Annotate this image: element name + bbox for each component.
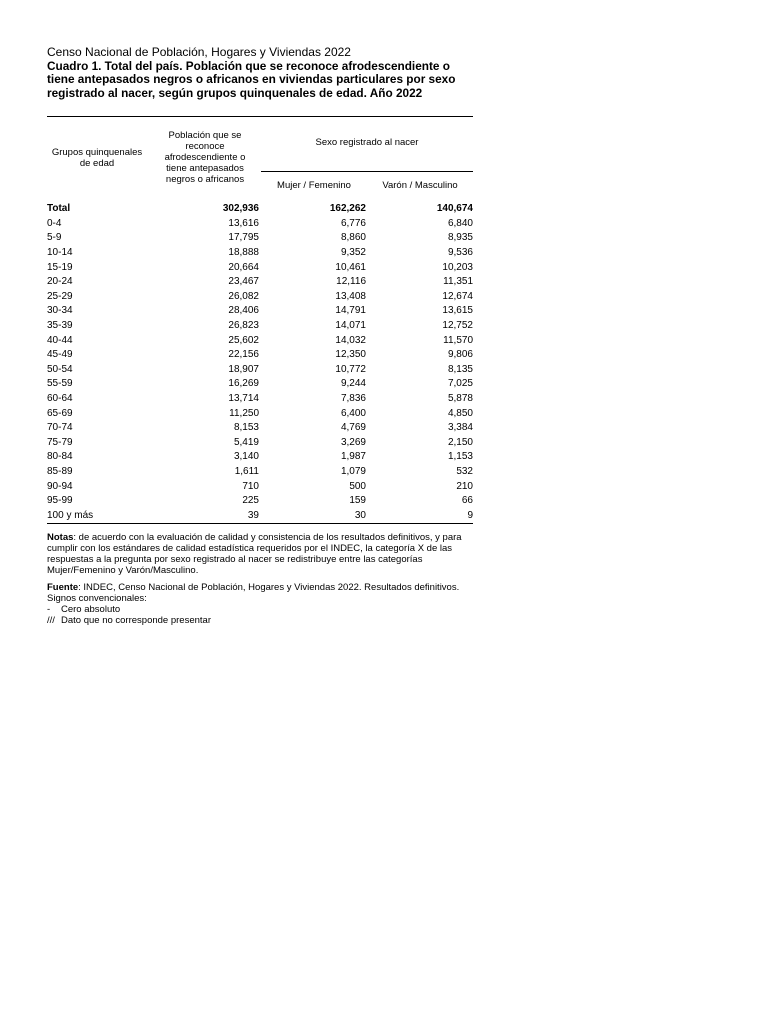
sign-symbol: /// <box>47 615 55 627</box>
total-cell: 28,406 <box>228 305 259 317</box>
source <box>47 582 473 593</box>
header-sub-rule <box>261 171 473 172</box>
column-header <box>47 117 473 199</box>
table-row <box>47 304 473 319</box>
table-row <box>47 494 473 509</box>
header-age-groups: Grupos quinquenales de edad <box>51 147 143 170</box>
table-row <box>47 421 473 436</box>
female-cell: 6,400 <box>340 407 366 419</box>
table-row <box>47 465 473 480</box>
table-row <box>47 392 473 407</box>
sign-row <box>47 604 473 615</box>
male-cell: 12,752 <box>442 319 473 331</box>
table-row <box>47 290 473 305</box>
table-row <box>47 261 473 276</box>
age-group-cell: 20-24 <box>47 276 73 288</box>
age-group-cell: 5-9 <box>47 232 62 244</box>
source-label: Fuente <box>47 582 79 594</box>
total-cell: 225 <box>242 495 259 507</box>
age-group-cell: 15-19 <box>47 261 73 273</box>
female-cell: 13,408 <box>335 290 366 302</box>
total-cell: 18,888 <box>228 247 259 258</box>
female-cell: 162,262 <box>329 203 366 215</box>
table-row <box>47 450 473 465</box>
female-cell: 159 <box>349 495 366 507</box>
female-cell: 9,352 <box>340 247 366 258</box>
male-cell: 12,674 <box>442 290 473 302</box>
age-group-cell: 100 y más <box>47 509 157 524</box>
total-cell: 16,269 <box>228 378 259 390</box>
table-row <box>47 231 473 246</box>
sign-symbol: - <box>47 604 51 616</box>
signs-title: Signos convencionales: <box>47 593 147 605</box>
total-cell: 25,602 <box>228 334 259 346</box>
female-cell: 500 <box>349 480 366 492</box>
total-cell: 11,250 <box>229 407 259 419</box>
male-cell: 532 <box>456 465 473 477</box>
age-group-cell: 85-89 <box>47 465 73 477</box>
total-cell: 18,907 <box>228 363 259 375</box>
header-sex-at-birth: Sexo registrado al nacer <box>315 137 419 149</box>
notes-text: : de acuerdo con la evaluación de calidad y consistencia de los resultados definitivos, y para cumplir con los estándares de calidad estadística requeridos por el INDEC, la categoría X de las respuestas a la pregunta por sexo registrado al nacer se redistribuye entre las categorías Mujer/Femenino y Varón/Masculino. <box>47 532 462 577</box>
male-cell: 11,570 <box>443 334 473 346</box>
male-cell: 140,674 <box>436 203 473 215</box>
female-cell: 14,791 <box>335 305 366 317</box>
total-cell: 26,082 <box>228 290 259 302</box>
table-row <box>47 275 473 290</box>
table-row <box>47 246 473 261</box>
sign-row <box>47 615 473 626</box>
male-cell: 13,615 <box>442 305 473 317</box>
age-group-cell: 35-39 <box>47 319 73 331</box>
total-cell: 8,153 <box>233 422 259 434</box>
age-group-cell: Total <box>47 203 71 215</box>
female-cell: 1,987 <box>340 451 366 463</box>
total-cell: 3,140 <box>233 451 259 463</box>
document-page <box>47 45 473 626</box>
male-cell: 9,536 <box>447 247 473 258</box>
age-group-cell: 95-99 <box>47 495 73 507</box>
total-cell: 710 <box>242 480 259 492</box>
table-row <box>47 436 473 451</box>
age-group-cell: 50-54 <box>47 363 73 375</box>
total-row <box>47 202 473 217</box>
female-cell: 10,461 <box>335 261 366 273</box>
census-line: Censo Nacional de Población, Hogares y Viviendas 2022 <box>47 45 351 59</box>
female-cell: 30 <box>259 509 366 524</box>
female-cell: 8,860 <box>340 232 366 244</box>
total-cell: 302,936 <box>222 203 259 215</box>
header-population: Población que se reconoce afrodescendiente o tiene antepasados negros o africanos <box>164 130 246 186</box>
age-group-cell: 45-49 <box>47 349 73 361</box>
total-cell: 13,714 <box>228 392 259 404</box>
female-cell: 14,032 <box>335 334 366 346</box>
female-cell: 12,350 <box>335 349 366 361</box>
male-cell: 10,203 <box>442 261 473 273</box>
female-cell: 14,071 <box>335 319 366 331</box>
age-group-cell: 75-79 <box>47 436 73 448</box>
header-female: Mujer / Femenino <box>277 180 351 192</box>
age-group-cell: 25-29 <box>47 290 73 302</box>
age-group-cell: 30-34 <box>47 305 73 317</box>
table-title: Cuadro 1. Total del país. Población que se reconoce afrodescendiente o tiene antepasados negros o africanos en viviendas particulares por sexo registrado al nacer, según grupos quinquenales de edad. Año 2022 <box>47 59 456 100</box>
female-cell: 7,836 <box>340 392 366 404</box>
table-row <box>47 377 473 392</box>
total-cell: 13,616 <box>228 217 259 229</box>
sign-meaning: Cero absoluto <box>61 604 121 616</box>
age-group-cell: 10-14 <box>47 247 73 258</box>
male-cell: 6,840 <box>447 217 473 229</box>
age-group-cell: 40-44 <box>47 334 73 346</box>
male-cell: 9 <box>366 509 473 524</box>
notes-label: Notas <box>47 532 74 544</box>
female-cell: 9,244 <box>340 378 366 390</box>
total-cell: 1,611 <box>234 465 259 477</box>
male-cell: 2,150 <box>447 436 473 448</box>
female-cell: 1,079 <box>340 465 366 477</box>
table-row <box>47 363 473 378</box>
male-cell: 4,850 <box>447 407 473 419</box>
male-cell: 9,806 <box>447 349 473 361</box>
female-cell: 6,776 <box>340 217 366 229</box>
table-row <box>47 407 473 422</box>
data-table <box>47 202 473 524</box>
male-cell: 7,025 <box>447 378 473 390</box>
age-group-cell: 55-59 <box>47 378 73 390</box>
male-cell: 1,153 <box>447 451 473 463</box>
source-text: : INDEC, Censo Nacional de Población, Hogares y Viviendas 2022. Resultados definitivos. <box>78 582 460 594</box>
male-cell: 8,935 <box>447 232 473 244</box>
total-cell: 20,664 <box>228 261 259 273</box>
table-row <box>47 319 473 334</box>
age-group-cell: 80-84 <box>47 451 73 463</box>
total-cell: 26,823 <box>228 319 259 331</box>
conventional-signs <box>47 593 473 626</box>
age-group-cell: 60-64 <box>47 392 73 404</box>
male-cell: 11,351 <box>443 276 473 288</box>
age-group-cell: 90-94 <box>47 480 73 492</box>
male-cell: 210 <box>456 480 473 492</box>
male-cell: 66 <box>461 495 473 507</box>
table-row <box>47 217 473 232</box>
age-group-cell: 0-4 <box>47 217 62 229</box>
header-male: Varón / Masculino <box>382 180 458 192</box>
total-cell: 22,156 <box>228 349 259 361</box>
age-group-cell: 65-69 <box>47 407 73 419</box>
table-row <box>47 509 473 524</box>
female-cell: 3,269 <box>340 436 366 448</box>
table-row <box>47 480 473 495</box>
sign-meaning: Dato que no corresponde presentar <box>61 615 211 627</box>
table-row <box>47 334 473 349</box>
male-cell: 3,384 <box>447 422 473 434</box>
table-row <box>47 348 473 363</box>
total-cell: 17,795 <box>228 232 259 244</box>
female-cell: 10,772 <box>335 363 366 375</box>
total-cell: 39 <box>157 509 259 524</box>
female-cell: 12,116 <box>336 276 366 288</box>
female-cell: 4,769 <box>340 422 366 434</box>
male-cell: 5,878 <box>447 392 473 404</box>
total-cell: 5,419 <box>233 436 259 448</box>
notes <box>47 532 473 576</box>
total-cell: 23,467 <box>228 276 259 288</box>
age-group-cell: 70-74 <box>47 422 73 434</box>
male-cell: 8,135 <box>447 363 473 375</box>
